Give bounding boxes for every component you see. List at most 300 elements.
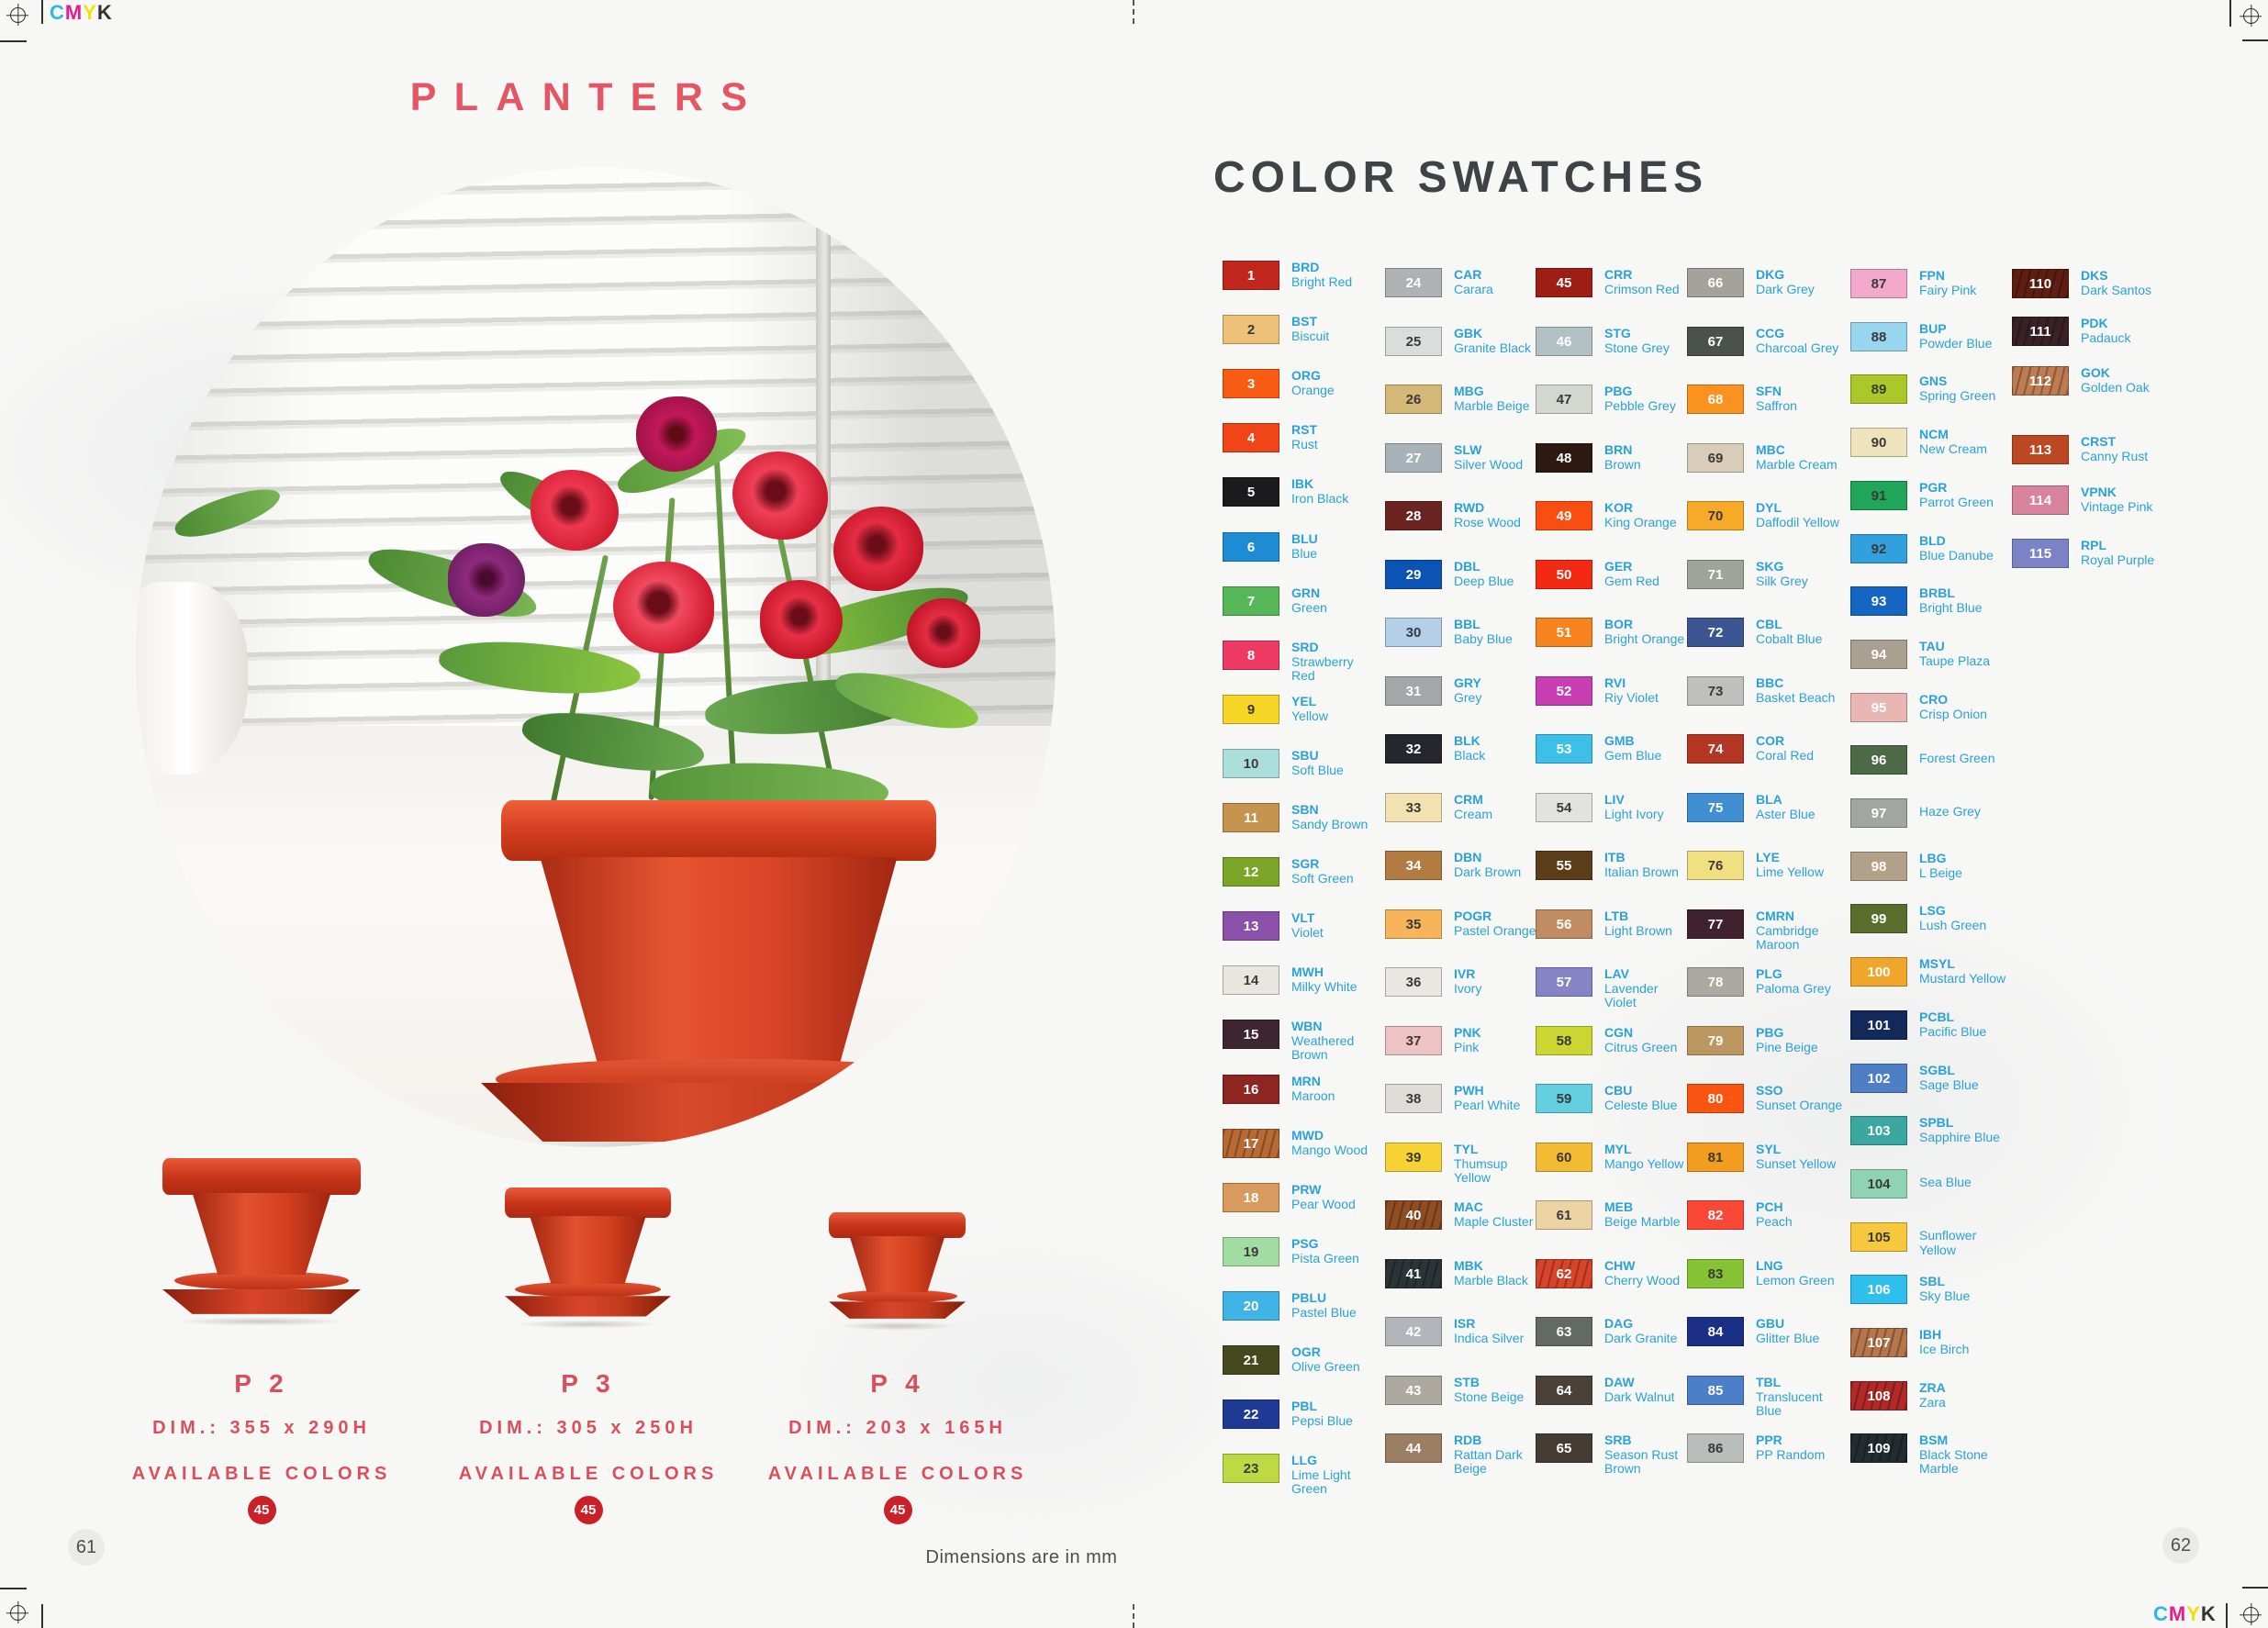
white-pot — [136, 582, 248, 775]
swatch-color-box: 51 — [1536, 618, 1592, 647]
swatch-item-68 — [1687, 385, 1845, 414]
swatch-name: Canny Rust — [2081, 448, 2149, 463]
swatch-color-box: 89 — [1850, 374, 1907, 404]
swatch-code: PBG — [1756, 1025, 1784, 1040]
swatch-item-90 — [1850, 428, 2008, 457]
swatch-name: Marble Black — [1454, 1272, 1528, 1288]
swatch-text — [1454, 793, 1542, 821]
swatch-color-box: 109 — [1850, 1433, 1907, 1463]
swatch-item-13 — [1223, 911, 1380, 941]
swatch-text — [1756, 909, 1844, 953]
swatch-color-box: 63 — [1536, 1317, 1592, 1346]
swatch-name: Citrus Green — [1604, 1039, 1678, 1054]
swatch-name: Aster Blue — [1756, 806, 1816, 821]
swatch-text — [1919, 1381, 2007, 1410]
swatch-item-34 — [1385, 851, 1543, 880]
swatch-code: SRD — [1291, 640, 1319, 654]
swatch-text — [1919, 534, 2007, 563]
swatch-code: GOK — [2081, 365, 2110, 380]
swatch-item-76 — [1687, 851, 1845, 880]
swatch-color-box: 26 — [1385, 385, 1442, 414]
swatch-text — [1756, 443, 1844, 472]
swatch-item-6 — [1223, 532, 1380, 562]
swatch-color-box: 99 — [1850, 904, 1907, 933]
swatch-code: DBL — [1454, 559, 1480, 574]
swatch-color-box: 22 — [1223, 1399, 1279, 1429]
swatch-color-box: 25 — [1385, 327, 1442, 356]
swatch-text — [1454, 909, 1542, 938]
swatch-text — [1291, 532, 1380, 561]
crop-mark — [2242, 1587, 2268, 1589]
swatch-color-box: 56 — [1536, 909, 1592, 939]
swatch-code: CCG — [1756, 326, 1785, 340]
swatch-text — [1291, 261, 1380, 289]
swatch-item-15 — [1223, 1020, 1380, 1063]
swatch-name: Cream — [1454, 806, 1493, 821]
swatch-color-box: 42 — [1385, 1317, 1442, 1346]
swatch-code: PSG — [1291, 1236, 1319, 1251]
swatch-name: Rust — [1291, 436, 1318, 452]
swatch-name: Mustard Yellow — [1919, 970, 2006, 986]
swatch-color-box: 16 — [1223, 1075, 1279, 1104]
swatch-name: New Cream — [1919, 440, 1987, 456]
swatch-color-box: 61 — [1536, 1200, 1592, 1230]
swatch-item-96 — [1850, 745, 2008, 775]
swatch-name: Charcoal Grey — [1756, 340, 1839, 355]
page-title-color-swatches: COLOR SWATCHES — [1213, 153, 1709, 202]
swatch-item-39 — [1385, 1143, 1543, 1186]
swatch-text — [1919, 957, 2007, 986]
crop-mark — [41, 0, 43, 24]
swatch-name: Peach — [1756, 1213, 1793, 1229]
swatch-name: Soft Green — [1291, 870, 1354, 886]
swatch-color-box: 44 — [1385, 1433, 1442, 1463]
swatch-code: MBC — [1756, 442, 1785, 457]
swatch-code: PLG — [1756, 966, 1782, 981]
swatch-color-box: 86 — [1687, 1433, 1744, 1463]
swatch-text — [1291, 965, 1380, 994]
swatch-text — [1756, 1200, 1844, 1229]
swatch-item-65 — [1536, 1433, 1693, 1477]
swatch-text — [1919, 1010, 2007, 1039]
swatch-item-16 — [1223, 1075, 1380, 1104]
swatch-name: Spring Green — [1919, 387, 1996, 403]
swatch-text — [1919, 1222, 2007, 1257]
swatch-name: Silver Wood — [1454, 456, 1524, 472]
swatch-code: GBK — [1454, 326, 1483, 340]
swatch-item-30 — [1385, 618, 1543, 647]
swatch-text — [1454, 1084, 1542, 1112]
swatch-item-103 — [1850, 1116, 2008, 1145]
swatch-code: CRST — [2081, 434, 2117, 449]
swatch-name: Rattan Dark Beige — [1454, 1446, 1523, 1477]
cmyk-letter: C — [50, 1, 65, 24]
swatch-color-box: 90 — [1850, 428, 1907, 457]
swatch-code: DKG — [1756, 267, 1785, 282]
swatch-color-box: 29 — [1385, 560, 1442, 589]
swatch-code: SBL — [1919, 1274, 1945, 1288]
swatch-color-box: 79 — [1687, 1026, 1744, 1055]
swatch-name: Black Stone Marble — [1919, 1446, 1988, 1477]
swatch-item-109 — [1850, 1433, 2008, 1477]
swatch-name: Cambridge Maroon — [1756, 922, 1819, 953]
cmyk-letter: K — [2200, 1602, 2217, 1625]
swatch-text — [1919, 693, 2007, 721]
swatch-color-box: 27 — [1385, 443, 1442, 473]
swatch-code: POGR — [1454, 909, 1492, 923]
swatch-text — [1604, 268, 1693, 296]
product-photo-p4 — [829, 1212, 966, 1332]
swatch-item-8 — [1223, 641, 1380, 684]
swatch-code: BST — [1291, 314, 1317, 329]
swatch-item-54 — [1536, 793, 1693, 822]
swatch-code: OGR — [1291, 1344, 1321, 1359]
swatch-name: Crisp Onion — [1919, 706, 1987, 721]
swatch-code: PBG — [1604, 384, 1633, 398]
swatch-name: Marble Cream — [1756, 456, 1838, 472]
swatch-item-28 — [1385, 501, 1543, 530]
swatch-name: Indica Silver — [1454, 1330, 1525, 1345]
swatch-name: Mango Wood — [1291, 1142, 1369, 1157]
swatch-name: Lemon Green — [1756, 1272, 1835, 1288]
swatch-color-box: 21 — [1223, 1345, 1279, 1375]
swatch-item-74 — [1687, 734, 1845, 764]
swatch-code: LYE — [1756, 850, 1780, 864]
swatch-code: SRB — [1604, 1433, 1632, 1447]
swatch-color-box: 38 — [1385, 1084, 1442, 1113]
swatch-item-70 — [1687, 501, 1845, 530]
swatch-text — [1291, 1454, 1380, 1497]
swatch-item-48 — [1536, 443, 1693, 473]
swatch-code: MBG — [1454, 384, 1484, 398]
cmyk-letter: M — [64, 1, 84, 24]
cmyk-letter: Y — [2186, 1602, 2201, 1625]
swatch-item-86 — [1687, 1433, 1845, 1463]
swatch-text — [1756, 618, 1844, 646]
swatch-text — [1291, 1183, 1380, 1211]
swatch-code: PRW — [1291, 1182, 1322, 1197]
swatch-item-14 — [1223, 965, 1380, 995]
product-photo-p3 — [505, 1188, 671, 1330]
swatch-code: BRD — [1291, 260, 1320, 274]
swatch-color-box: 101 — [1850, 1010, 1907, 1040]
swatch-name: Maple Cluster — [1454, 1213, 1534, 1229]
swatch-name: Sapphire Blue — [1919, 1129, 2000, 1144]
swatch-text — [1604, 1200, 1693, 1229]
page-number-right: 62 — [2162, 1527, 2199, 1564]
swatch-name: Daffodil Yellow — [1756, 514, 1839, 530]
swatch-color-box: 81 — [1687, 1143, 1744, 1172]
swatch-item-111 — [2012, 317, 2170, 346]
swatch-color-box: 103 — [1850, 1116, 1907, 1145]
swatch-item-94 — [1850, 640, 2008, 669]
swatch-color-box: 65 — [1536, 1433, 1592, 1463]
crop-mark — [0, 40, 27, 42]
swatch-name: Sunset Orange — [1756, 1097, 1843, 1112]
swatch-text — [1291, 315, 1380, 343]
swatch-color-box: 93 — [1850, 586, 1907, 616]
swatch-color-box: 31 — [1385, 676, 1442, 706]
swatch-name: Stone Beige — [1454, 1388, 1525, 1404]
gutter-crop-mark-top — [1133, 0, 1134, 24]
swatch-text — [1291, 1020, 1380, 1063]
swatch-item-113 — [2012, 435, 2170, 464]
swatch-text — [1291, 695, 1380, 723]
swatch-code: LAV — [1604, 966, 1629, 981]
swatch-color-box: 46 — [1536, 327, 1592, 356]
swatch-color-box: 85 — [1687, 1376, 1744, 1405]
swatch-name: Riy Violet — [1604, 689, 1659, 705]
swatch-code: COR — [1756, 733, 1785, 748]
swatch-color-box: 113 — [2012, 435, 2069, 464]
swatch-name: L Beige — [1919, 864, 1962, 880]
swatch-code: STG — [1604, 326, 1631, 340]
planter-hero-photo — [136, 167, 1056, 1147]
swatch-item-51 — [1536, 618, 1693, 647]
swatch-code: RPL — [2081, 538, 2106, 552]
swatch-color-box: 105 — [1850, 1222, 1907, 1252]
swatch-color-box: 80 — [1687, 1084, 1744, 1113]
swatch-name: Brown — [1604, 456, 1641, 472]
swatch-name: Sky Blue — [1919, 1288, 1971, 1303]
swatch-text — [1919, 586, 2007, 615]
swatch-text — [1604, 1433, 1693, 1477]
swatch-text — [1454, 327, 1542, 355]
swatch-name: Mango Yellow — [1604, 1155, 1684, 1171]
swatch-name: Lime Yellow — [1756, 864, 1824, 879]
swatch-code: CBU — [1604, 1083, 1633, 1098]
swatch-color-box: 71 — [1687, 560, 1744, 589]
swatch-code: IBK — [1291, 476, 1314, 491]
swatch-item-27 — [1385, 443, 1543, 473]
swatch-color-box: 1 — [1223, 261, 1279, 290]
swatch-code: CRO — [1919, 692, 1949, 707]
swatch-item-23 — [1223, 1454, 1380, 1497]
swatch-code: CBL — [1756, 617, 1782, 631]
swatch-item-59 — [1536, 1084, 1693, 1113]
product-photo-p2 — [162, 1158, 361, 1327]
swatch-text — [1604, 967, 1693, 1010]
swatch-item-5 — [1223, 477, 1380, 507]
swatch-name: Pink — [1454, 1039, 1480, 1054]
swatch-code: PPR — [1756, 1433, 1782, 1447]
swatch-text — [1919, 1116, 2007, 1144]
swatch-code: BLD — [1919, 533, 1946, 548]
swatch-color-box: 94 — [1850, 640, 1907, 669]
swatch-name: Dark Grey — [1756, 281, 1815, 296]
swatch-item-114 — [2012, 485, 2170, 515]
swatch-code: BLA — [1756, 792, 1782, 807]
swatch-text — [1604, 560, 1693, 588]
cmyk-letter: Y — [83, 1, 97, 24]
swatch-text — [1454, 1143, 1542, 1186]
swatch-text — [1291, 857, 1380, 886]
swatch-code: MBK — [1454, 1258, 1483, 1273]
swatch-color-box: 92 — [1850, 534, 1907, 563]
swatch-text — [1919, 1275, 2007, 1303]
swatch-text — [1919, 1169, 2007, 1190]
swatch-item-7 — [1223, 586, 1380, 616]
swatch-code: PBLU — [1291, 1290, 1327, 1305]
swatch-name: Light Ivory — [1604, 806, 1664, 821]
swatch-item-46 — [1536, 327, 1693, 356]
swatch-text — [1604, 793, 1693, 821]
swatch-name: Iron Black — [1291, 490, 1349, 506]
swatch-code: BUP — [1919, 321, 1947, 336]
swatch-text — [1454, 560, 1542, 588]
swatch-item-102 — [1850, 1064, 2008, 1093]
product-name: P 2 — [234, 1369, 289, 1398]
swatch-code: RVI — [1604, 675, 1626, 690]
swatch-text — [1291, 1075, 1380, 1103]
swatch-name: Parrot Green — [1919, 494, 1994, 509]
swatch-code: RDB — [1454, 1433, 1482, 1447]
swatch-text — [1756, 1376, 1844, 1419]
swatch-color-box: 57 — [1536, 967, 1592, 997]
swatch-color-box: 111 — [2012, 317, 2069, 346]
swatch-item-58 — [1536, 1026, 1693, 1055]
swatch-code: BLU — [1291, 531, 1318, 546]
swatch-color-box: 69 — [1687, 443, 1744, 473]
swatch-color-box: 5 — [1223, 477, 1279, 507]
swatch-code: SGR — [1291, 856, 1320, 871]
swatch-color-box: 55 — [1536, 851, 1592, 880]
color-count-badge: 45 — [884, 1496, 912, 1524]
swatch-name: Lush Green — [1919, 917, 1987, 932]
swatch-text — [1454, 1317, 1542, 1345]
swatch-name: Basket Beach — [1756, 689, 1836, 705]
swatch-name: Saffron — [1756, 397, 1797, 413]
swatch-text — [2081, 539, 2169, 567]
swatch-color-box: 96 — [1850, 745, 1907, 775]
swatch-text — [1291, 1399, 1380, 1428]
swatch-color-box: 91 — [1850, 481, 1907, 510]
swatch-name: Vintage Pink — [2081, 498, 2153, 514]
swatch-item-66 — [1687, 268, 1845, 297]
swatch-item-4 — [1223, 423, 1380, 452]
swatch-name: Silk Grey — [1756, 573, 1808, 588]
swatch-item-83 — [1687, 1259, 1845, 1288]
swatch-code: VLT — [1291, 910, 1315, 925]
swatch-item-32 — [1385, 734, 1543, 764]
swatch-code: SKG — [1756, 559, 1784, 574]
swatch-name: Forest Green — [1919, 751, 1995, 765]
swatch-color-box: 97 — [1850, 798, 1907, 828]
swatch-color-box: 112 — [2012, 366, 2069, 396]
swatch-text — [1604, 1026, 1693, 1054]
available-colors-label: AVAILABLE COLORS — [458, 1464, 719, 1484]
swatch-color-box: 37 — [1385, 1026, 1442, 1055]
swatch-text — [1756, 1026, 1844, 1054]
swatch-color-box: 30 — [1385, 618, 1442, 647]
swatch-name: Lavender Violet — [1604, 980, 1659, 1010]
swatch-color-box: 62 — [1536, 1259, 1592, 1288]
swatch-color-box: 7 — [1223, 586, 1279, 616]
swatch-name: Pebble Grey — [1604, 397, 1676, 413]
swatch-item-41 — [1385, 1259, 1543, 1288]
registration-mark-bottom-right — [2243, 1607, 2259, 1622]
swatch-text — [1291, 803, 1380, 831]
swatch-name: Sea Blue — [1919, 1175, 1972, 1189]
swatch-item-106 — [1850, 1275, 2008, 1304]
swatch-text — [2081, 317, 2169, 345]
swatch-code: PBL — [1291, 1399, 1317, 1413]
swatch-name: Ice Birch — [1919, 1341, 1970, 1356]
swatch-item-35 — [1385, 909, 1543, 939]
swatch-name: Black — [1454, 747, 1486, 763]
swatch-code: LLG — [1291, 1453, 1317, 1467]
swatch-text — [1756, 268, 1844, 296]
swatch-item-105 — [1850, 1222, 2008, 1257]
swatch-text — [1604, 1376, 1693, 1404]
swatch-text — [1919, 798, 2007, 820]
swatch-text — [1291, 477, 1380, 506]
swatch-code: GBU — [1756, 1316, 1785, 1331]
swatch-name: Baby Blue — [1454, 630, 1513, 646]
swatch-item-99 — [1850, 904, 2008, 933]
swatch-text — [1919, 1433, 2007, 1477]
swatch-code: SGBL — [1919, 1063, 1955, 1077]
swatch-color-box: 6 — [1223, 532, 1279, 562]
swatch-text — [2081, 366, 2169, 395]
swatch-name: Bright Orange — [1604, 630, 1685, 646]
swatch-item-17 — [1223, 1129, 1380, 1158]
swatch-text — [1454, 734, 1542, 763]
swatch-code: NCM — [1919, 427, 1949, 441]
swatch-code: SFN — [1756, 384, 1782, 398]
swatch-name: Dark Brown — [1454, 864, 1522, 879]
swatch-item-97 — [1850, 798, 2008, 828]
swatch-color-box: 40 — [1385, 1200, 1442, 1230]
swatch-color-box: 104 — [1850, 1169, 1907, 1199]
swatch-text — [1756, 851, 1844, 879]
swatch-code: CAR — [1454, 267, 1482, 282]
swatch-text — [1756, 327, 1844, 355]
swatch-name: Cherry Wood — [1604, 1272, 1681, 1288]
available-colors-label: AVAILABLE COLORS — [767, 1464, 1028, 1484]
swatch-item-78 — [1687, 967, 1845, 997]
swatch-code: DYL — [1756, 500, 1782, 515]
swatch-item-25 — [1385, 327, 1543, 356]
swatch-color-box: 77 — [1687, 909, 1744, 939]
swatch-code: SYL — [1756, 1142, 1782, 1156]
planter-saucer — [481, 1083, 956, 1142]
swatch-code: PCH — [1756, 1199, 1783, 1214]
swatch-name: Pepsi Blue — [1291, 1412, 1353, 1428]
swatch-code: PNK — [1454, 1025, 1481, 1040]
swatch-text — [1756, 1433, 1844, 1462]
swatch-code: DAG — [1604, 1316, 1634, 1331]
swatch-name: Weathered Brown — [1291, 1032, 1355, 1063]
swatch-item-101 — [1850, 1010, 2008, 1040]
swatch-item-29 — [1385, 560, 1543, 589]
swatch-item-93 — [1850, 586, 2008, 616]
swatch-code: CGN — [1604, 1025, 1634, 1040]
swatch-name: Crimson Red — [1604, 281, 1680, 296]
swatch-name: Pearl White — [1454, 1097, 1521, 1112]
swatch-color-box: 47 — [1536, 385, 1592, 414]
swatch-color-box: 11 — [1223, 803, 1279, 832]
swatch-text — [1919, 481, 2007, 509]
swatch-name: Carara — [1454, 281, 1493, 296]
color-count-badge: 45 — [248, 1496, 276, 1524]
swatch-code: BBC — [1756, 675, 1784, 690]
swatch-color-box: 73 — [1687, 676, 1744, 706]
registration-mark-top-right — [2243, 8, 2259, 24]
swatch-item-104 — [1850, 1169, 2008, 1199]
swatch-name: Olive Green — [1291, 1358, 1360, 1374]
swatch-text — [1291, 1291, 1380, 1320]
